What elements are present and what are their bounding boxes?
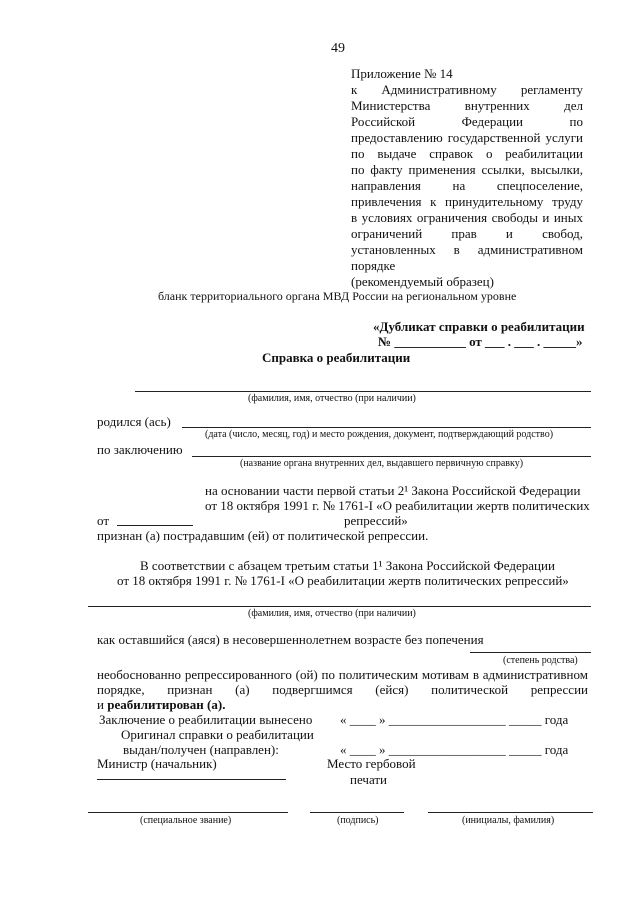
appendix-line: Приложение № 14 [351,66,453,81]
accordance-line1: В соответствии с абзацем третьим статьи 1¹ Закона Российской Федерации [140,558,555,573]
appendix-line: Российской Федерации по [351,114,583,129]
minister-label: Министр (начальник) [97,756,217,771]
original-line1: Оригинал справки о реабилитации [121,727,314,742]
fio-caption: (фамилия, имя, отчество (при наличии) [248,393,416,404]
basis-line1: на основании части первой статьи 2¹ Закона Российской Федерации [205,483,581,498]
basis-line2: от 18 октября 1991 г. № 1761-I «О реабилитации жертв политических [205,498,590,513]
conclusion-issued-label: Заключение о реабилитации вынесено [99,712,313,727]
appendix-line: по факту применения ссылки, высылки, [351,162,583,177]
appendix-line: порядке [351,258,396,273]
signature-caption: (подпись) [337,815,379,826]
basis-line3: репрессий» [344,513,408,528]
appendix-line: привлечения к принудительному труду [351,194,583,209]
rank-caption: (специальное звание) [140,815,232,826]
appendix-line: ограничений прав и свобод, [351,226,583,241]
organ-line [192,456,591,457]
unjust-line2: порядке, признан (а) подвергшимся (ейся) политической репрессии [97,682,588,697]
appendix-line: установленных в административном [351,242,583,257]
page-number: 49 [331,41,345,56]
appendix-line: к Административному регламенту [351,82,583,97]
conclusion-label: по заключению [97,442,183,457]
initials-line [428,812,593,813]
appendix-line: (рекомендуемый образец) [351,274,494,289]
basis-from-line [117,525,193,526]
blank-header: бланк территориального органа МВД России на региональном уровне [158,289,517,303]
appendix-line: по выдаче справок о реабилитации [351,146,583,161]
initials-caption: (инициалы, фамилия) [462,815,555,826]
unjust-line3 [97,697,225,712]
birth-caption: (дата (число, месяц, год) и место рождения, документ, подтверждающий родство) [205,429,554,440]
accordance-line2: от 18 октября 1991 г. № 1761-I «О реабилитации жертв политических репрессий» [117,573,569,588]
rank-line [88,812,288,813]
birth-line [182,427,591,428]
appendix-line: Министерства внутренних дел [351,98,583,113]
document-title: Справка о реабилитации [262,350,411,365]
fio-line [135,391,591,392]
original-line2: выдан/получен (направлен): [123,742,279,757]
relation-line [470,652,591,653]
relation-caption: (степень родства) [503,655,578,666]
unjust-line3-prefix: и [97,697,108,712]
signature-line [310,812,404,813]
appendix-line: направления на спецпоселение, [351,178,583,193]
fio2-line [88,606,591,607]
duplicate-number: № ___________ от ___ . ___ . _____» [378,334,583,349]
fio2-caption: (фамилия, имя, отчество (при наличии) [248,608,416,619]
conclusion-date: « ____ » __________________ _____ года [340,712,569,727]
recognized-text: признан (а) пострадавшим (ей) от политической репрессии. [97,528,429,543]
basis-from: от [97,513,110,528]
seal-line1: Место гербовой [327,756,416,771]
rehabilitated-text: реабилитирован (а). [107,697,226,712]
minor-text: как оставшийся (аяся) в несовершеннолетнем возрасте без попечения [97,632,484,647]
duplicate-title: «Дубликат справки о реабилитации [373,319,585,334]
seal-line2: печати [350,772,388,787]
organ-caption: (название органа внутренних дел, выдавшего первичную справку) [240,458,524,469]
appendix-line: в условиях ограничения свободы и иных [351,210,583,225]
appendix-line: предоставлению государственной услуги [351,130,583,145]
original-date: « ____ » __________________ _____ года [340,742,569,757]
minister-line [97,779,286,780]
unjust-line1: необоснованно репрессированного (ой) по политическим мотивам в административном [97,667,588,682]
born-label: родился (ась) [97,414,171,429]
